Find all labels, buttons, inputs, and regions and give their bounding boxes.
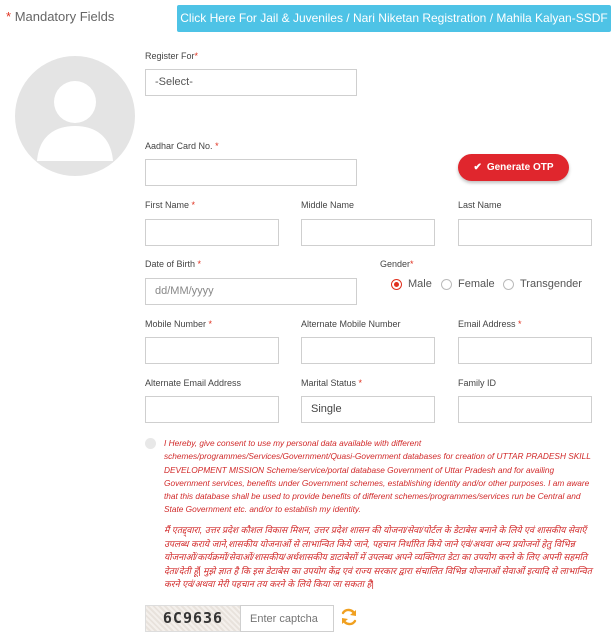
jail-registration-button[interactable]: Click Here For Jail & Juveniles / Nari Niketan Registration / Mahila Kalyan-SSDF	[177, 5, 611, 32]
mobile-input[interactable]	[145, 337, 279, 364]
transgender-radio[interactable]	[503, 279, 514, 290]
required-star: *	[215, 141, 219, 151]
register-for-label-text: Register For	[145, 51, 195, 61]
female-label: Female	[458, 278, 495, 290]
mobile-label-text: Mobile Number	[145, 319, 207, 329]
email-label-text: Email Address	[458, 319, 516, 329]
last-name-label: Last Name	[458, 200, 502, 210]
mandatory-text: Mandatory Fields	[14, 9, 115, 24]
gender-transgender-option[interactable]	[503, 278, 582, 290]
marital-status-select[interactable]: Single	[301, 396, 435, 423]
user-silhouette-icon	[15, 56, 135, 176]
generate-otp-label: Generate OTP	[486, 162, 554, 173]
middle-name-label: Middle Name	[301, 200, 355, 210]
family-id-label: Family ID	[458, 378, 496, 388]
avatar[interactable]	[15, 56, 135, 176]
marital-label	[301, 378, 362, 388]
first-name-label	[145, 200, 195, 210]
required-star: *	[358, 378, 363, 388]
alt-mobile-input[interactable]	[301, 337, 435, 364]
male-radio[interactable]	[391, 279, 402, 290]
first-name-input[interactable]	[145, 219, 279, 246]
consent-text-english: I Hereby, give consent to use my personal data available with different schemes/programmes/Services/Government/Quasi-Government databases for creation of UTTAR PRADESH SKILL DEVELOPMENT MISSION Scheme/service/portal database Government of Uttar Pradesh and for availing Government services, benefits under Government schemes, establishing identity and/or other purposes. I am aware that this database shall be used to provide benefits of different schemes/programmes/services run be Central and State Government etc. and/or to establish my identity.	[164, 438, 591, 515]
middle-name-input[interactable]	[301, 219, 435, 246]
check-icon: ✔	[473, 162, 482, 173]
mobile-label	[145, 319, 212, 329]
required-star: *	[197, 259, 202, 269]
dob-label	[145, 259, 201, 269]
register-for-label	[145, 51, 198, 61]
refresh-icon[interactable]	[339, 607, 359, 627]
captcha-input[interactable]	[240, 605, 334, 632]
captcha-image: 6C9636	[145, 605, 241, 632]
alt-email-label: Alternate Email Address	[145, 378, 242, 388]
aadhar-input[interactable]	[145, 159, 357, 186]
gender-label	[380, 259, 414, 269]
required-star: *	[6, 9, 12, 24]
email-label	[458, 319, 522, 329]
dob-label-text: Date of Birth	[145, 259, 196, 269]
transgender-label: Transgender	[520, 278, 582, 290]
dob-input[interactable]: dd/MM/yyyy	[145, 278, 357, 305]
required-star: *	[208, 319, 213, 329]
required-star: *	[410, 259, 414, 269]
generate-otp-button[interactable]	[458, 154, 569, 181]
consent-checkbox[interactable]	[145, 438, 156, 449]
email-input[interactable]	[458, 337, 592, 364]
mandatory-note	[6, 9, 114, 24]
last-name-input[interactable]	[458, 219, 592, 246]
register-for-select[interactable]: -Select-	[145, 69, 357, 96]
required-star: *	[194, 51, 199, 61]
aadhar-label-text: Aadhar Card No.	[145, 141, 213, 151]
marital-label-text: Marital Status	[301, 378, 357, 388]
alt-email-input[interactable]	[145, 396, 279, 423]
alt-mobile-label: Alternate Mobile Number	[301, 319, 401, 329]
required-star: *	[518, 319, 522, 329]
gender-male-option[interactable]	[391, 278, 432, 290]
female-radio[interactable]	[441, 279, 452, 290]
required-star: *	[191, 200, 196, 210]
aadhar-label	[145, 141, 219, 151]
male-label: Male	[408, 278, 432, 290]
gender-female-option[interactable]	[441, 278, 495, 290]
consent-text-hindi: मैं एतद्द्वारा, उत्तर प्रदेश कौशल विकास मिशन, उत्तर प्रदेश शासन की योजना/सेवा/पोर्टल के डेटाबेस बनाने के लिये एवं शासकीय सेवाएँ उपलब्ध कराये जाने,शासकीय योजनाओं से लाभान्वित किये जाने, पहचान निर्धारित किये जाने एवं/अथवा अन्य प्रयोजनों हेतु विभिन्न योजनाओं/कार्यक्रमों/सेवाओं/शासकीय/अर्धशासकीय डाटाबेसों में उपलब्ध अपने व्यक्तिगत डेटा का उपयोग करने के लिए अपनी सहमति देता/देती हूँ| मुझे ज्ञात है कि इस डेटाबेस का उपयोग केंद्र एवं राज्य सरकार द्वारा संचालित विभिन्न योजनाओं सेवाओं इत्यादि से लाभान्वित करने एवं/अथवा मेरी पहचान तय करने के लिये किया जा सकता है|	[164, 525, 592, 590]
first-name-label-text: First Name	[145, 200, 190, 210]
gender-label-text: Gender	[380, 259, 411, 269]
family-id-input[interactable]	[458, 396, 592, 423]
